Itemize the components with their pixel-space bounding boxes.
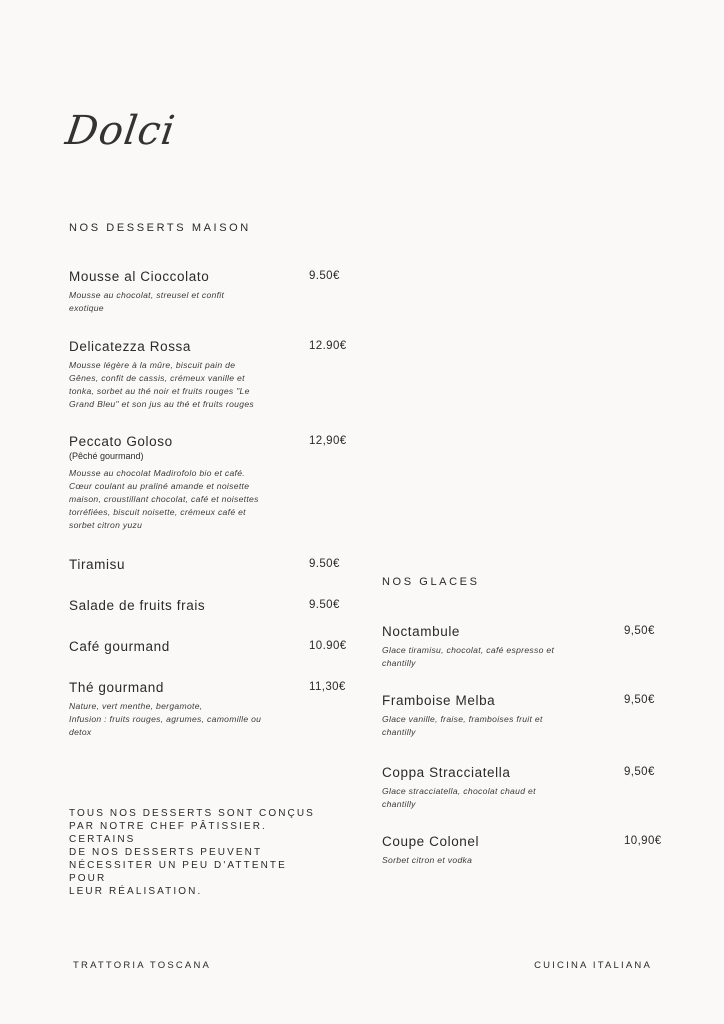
menu-item-price: 9,50€ — [624, 766, 655, 778]
description-line: Mousse au chocolat Madirofolo bio et café. — [69, 468, 245, 478]
menu-item-name: Thé gourmand — [69, 679, 165, 695]
menu-item-description — [69, 467, 294, 532]
menu-item-header — [382, 763, 664, 781]
menu-item-price: 10.90€ — [309, 640, 347, 652]
menu-item-price: 9.50€ — [309, 599, 340, 611]
menu-item — [382, 832, 662, 867]
desserts-notice — [69, 807, 329, 898]
description-line: chantilly — [382, 726, 416, 737]
menu-item-header — [382, 622, 664, 640]
menu-item-description — [382, 785, 607, 811]
description-line: Mousse au chocolat, streusel et confit — [69, 289, 225, 300]
notice-line: DE NOS DESSERTS PEUVENT — [69, 847, 263, 858]
menu-item-name: Delicatezza Rossa — [69, 338, 191, 354]
footer-cuisine: CUICINA ITALIANA — [534, 960, 652, 971]
menu-item — [69, 432, 349, 532]
menu-item — [382, 691, 662, 739]
menu-item-name: Noctambule — [382, 623, 461, 639]
menu-item-price: 9.50€ — [309, 270, 340, 282]
menu-item-header — [69, 596, 349, 614]
menu-item-header — [69, 337, 349, 355]
description-line: Cœur coulant au praliné amande et noisette — [69, 481, 250, 491]
description-line: torréfiées, biscuit noisette, crémeux café et — [69, 507, 246, 517]
menu-item-price: 12.90€ — [309, 340, 347, 352]
description-line: Grand Bleu" et son jus au thé et fruits rouges — [69, 398, 255, 409]
description-line: maison, croustillant chocolat, café et noisettes — [69, 494, 259, 504]
menu-item-header — [69, 678, 349, 696]
notice-line: PAR NOTRE CHEF PÂTISSIER. CERTAINS — [69, 821, 267, 845]
description-line: Glace vanille, fraise, framboises fruit et — [382, 713, 543, 724]
menu-item-price: 10,90€ — [624, 835, 662, 847]
menu-item-header — [69, 432, 349, 450]
menu-item-name: Café gourmand — [69, 638, 170, 654]
menu-item-name: Coupe Colonel — [382, 833, 480, 849]
description-line: Glace stracciatella, chocolat chaud et — [382, 785, 536, 796]
notice-line: LEUR RÉALISATION. — [69, 886, 203, 897]
menu-item-description — [69, 289, 294, 315]
description-line: Gênes, confit de cassis, crémeux vanille et — [69, 372, 245, 383]
menu-item — [382, 763, 662, 811]
description-line: Mousse légère à la mûre, biscuit pain de — [69, 359, 236, 370]
desserts-heading: NOS DESSERTS MAISON — [69, 222, 251, 234]
description-line: exotique — [69, 302, 104, 313]
description-line: sorbet citron yuzu — [69, 520, 143, 530]
page-title-script: Dolci — [62, 108, 179, 154]
notice-line: TOUS NOS DESSERTS SONT CONÇUS — [69, 808, 315, 819]
footer-restaurant-name: TRATTORIA TOSCANA — [73, 960, 212, 971]
menu-item-name: Mousse al Cioccolato — [69, 268, 210, 284]
glaces-heading: NOS GLACES — [382, 576, 480, 588]
menu-item-name: Peccato Goloso — [69, 433, 173, 449]
description-line: Glace tiramisu, chocolat, café espresso et — [382, 644, 555, 655]
menu-item-subtitle: (Pêché gourmand) — [69, 451, 144, 461]
menu-item — [69, 596, 349, 614]
description-line: Nature, vert menthe, bergamote, — [69, 700, 203, 711]
description-line: Infusion : fruits rouges, agrumes, camomille ou — [69, 713, 262, 724]
menu-item-description — [69, 700, 294, 739]
menu-item — [69, 637, 349, 655]
menu-item-header — [69, 555, 349, 573]
description-line: chantilly — [382, 657, 416, 668]
menu-item-header — [382, 691, 664, 709]
menu-item-price: 9,50€ — [624, 694, 655, 706]
menu-item-price: 11,30€ — [309, 681, 346, 693]
description-line: detox — [69, 726, 92, 737]
menu-item-name: Tiramisu — [69, 556, 126, 572]
menu-item — [69, 555, 349, 573]
menu-item-price: 12,90€ — [309, 435, 347, 447]
menu-item — [382, 622, 662, 670]
menu-item-header — [69, 267, 349, 285]
description-line: tonka, sorbet au thé noir et fruits rouges "Le — [69, 385, 250, 396]
menu-item-description — [382, 713, 607, 739]
notice-line: NÉCESSITER UN PEU D'ATTENTE POUR — [69, 860, 287, 884]
menu-item — [69, 678, 349, 739]
menu-item-name: Salade de fruits frais — [69, 597, 206, 613]
description-line: chantilly — [382, 798, 416, 809]
menu-item-description — [382, 854, 607, 867]
menu-item-price: 9.50€ — [309, 558, 340, 570]
menu-item-price: 9,50€ — [624, 625, 655, 637]
menu-item — [69, 337, 349, 411]
menu-item-header — [382, 832, 664, 850]
menu-item-name: Coppa Stracciatella — [382, 764, 511, 780]
menu-item-description — [382, 644, 607, 670]
menu-item-name: Framboise Melba — [382, 692, 496, 708]
menu-item-description — [69, 359, 294, 411]
description-line: Sorbet citron et vodka — [382, 854, 473, 865]
menu-item — [69, 267, 349, 315]
menu-item-header — [69, 637, 349, 655]
